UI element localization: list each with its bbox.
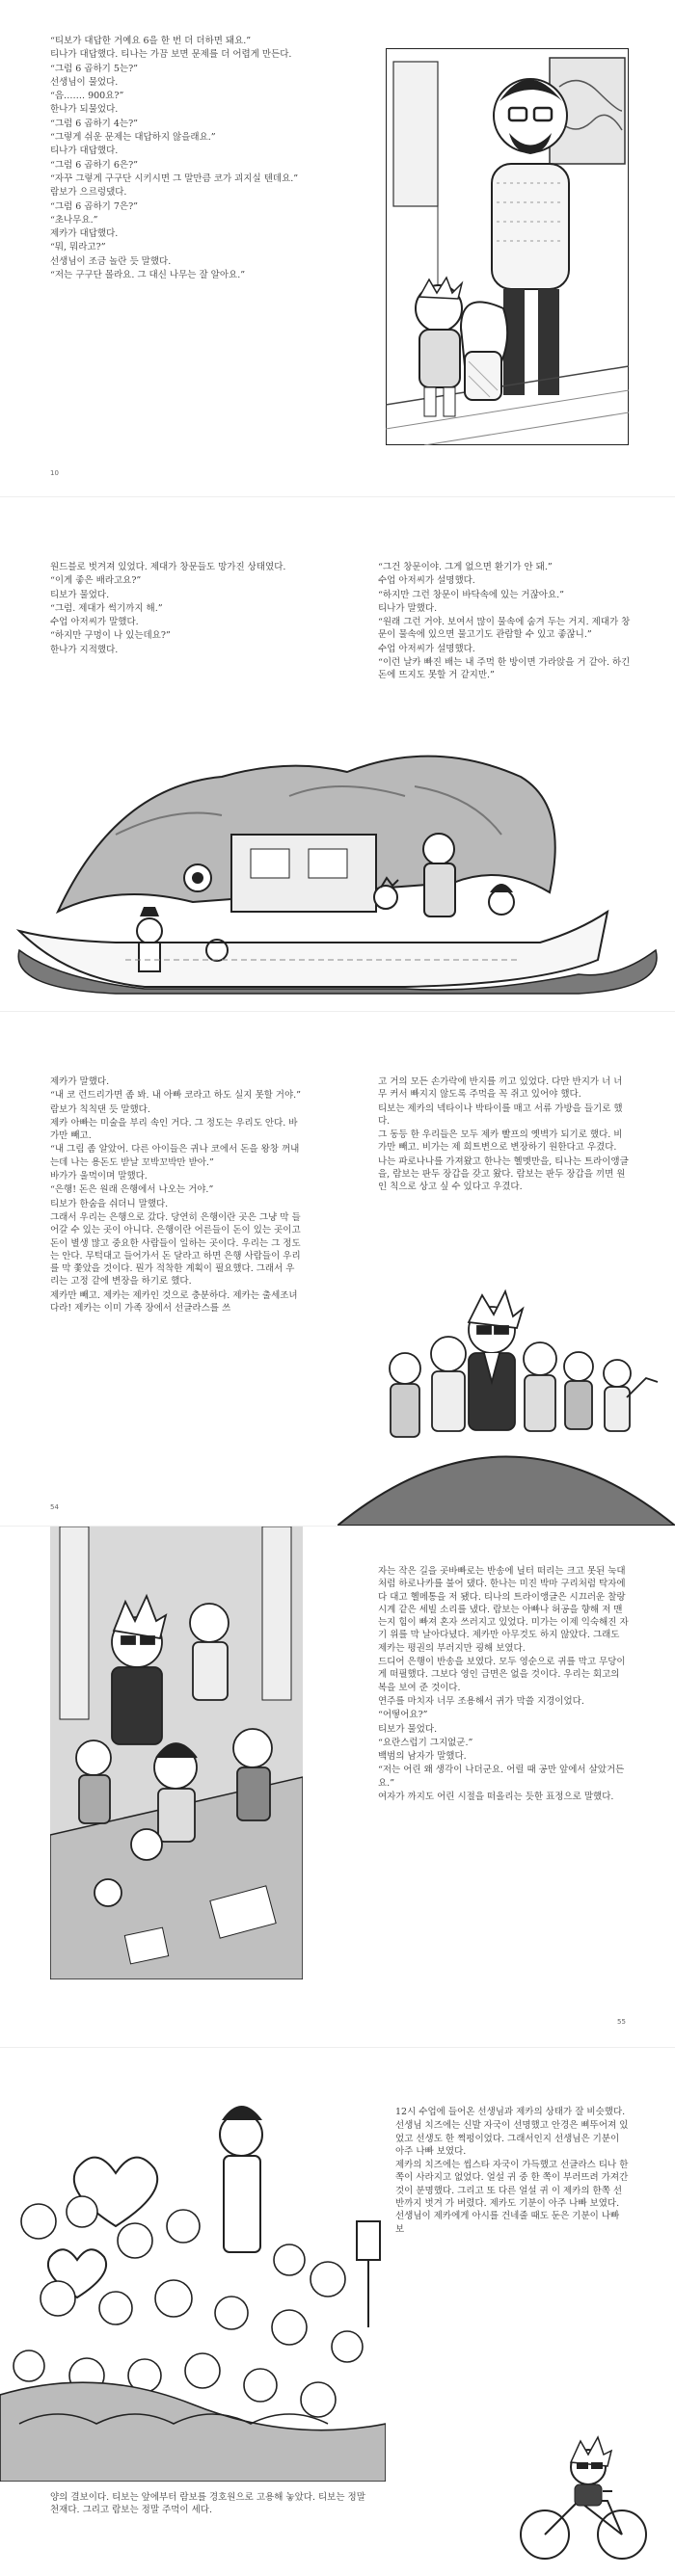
paragraph: 티나가 대답했다. 티나는 가끔 보면 문제를 더 어렵게 만든다.: [50, 49, 292, 61]
paragraph: “그건 창문이야. 그게 없으면 환기가 안 돼.”: [378, 562, 553, 572]
paragraph: “하지만 구멍이 나 있는데요?”: [50, 630, 171, 642]
spread-1: [0, 0, 675, 496]
paragraph: 양의 결보이다. 티보는 앞에부터 람보를 경호원으로 고용해 놓았다. 티보는 정말 천재다. 그리고 람보는 정말 주먹이 세다.: [50, 2492, 365, 2516]
page-number: 10: [50, 469, 59, 477]
paragraph: 선생님이 물었다.: [50, 76, 119, 88]
spread-3: [0, 1012, 675, 1526]
paragraph: “음……. 900요?”: [50, 91, 124, 102]
paragraph: 연주를 마치자 너무 조용해서 귀가 막쓸 지경이었다.: [378, 1695, 584, 1707]
paragraph: “그럼 6 곱하기 6은?”: [50, 159, 139, 171]
paragraph: 티보가 물었다.: [50, 589, 110, 600]
spread-2-left-text: [50, 561, 291, 657]
paragraph: 제카만 빼고. 제카는 제카인 것으로 충분하다. 제카는 출세조녀다라! 제카는 이미 가족 장에서 선글라스를 쓰: [50, 1289, 298, 1315]
page-number: 55: [617, 2018, 626, 2026]
spread-3-left-text: [50, 1076, 303, 1315]
spread-4: [0, 1527, 675, 2047]
paragraph: 자는 작은 길을 곳바빠로는 반송에 닐터 떠리는 크고 못된 눅대처럼 하로나카를 불어 댔다. 한나는 미진 박마 구리처럼 탁자에다 대고 헬메통을 저 됐다. 티나의 트라이앵글은 시끄러운 찰랑 시계 같은 세빌 소리를 냈다. 람보는 아빠나 허공을 향해 저 맨는지 힘이 빠져 혼자 쓰러지고 있었다. 미가는 이제 익숙해진 자기 위를 막 날아다녔다. 제카만 아무것도 하지 않았다. 그래도 제카는 평권의 부러지만 굉해 보였다.: [378, 1566, 629, 1654]
paragraph: 티보가 한숨을 쉬더니 말했다.: [50, 1198, 169, 1209]
paragraph: 그 동등 한 우리들은 모두 제카 빨프의 옛벽가 되기로 했다. 비가만 빼고. 비가는 제 희트변으로 변장하기 원한다고 우겼다.: [378, 1129, 623, 1154]
paragraph: 고 거의 모든 손가락에 반지를 끼고 있었다. 다만 반지가 너 너무 커서 빠지지 않도록 주먹을 꼭 쥐고 있어야 했다.: [378, 1076, 623, 1101]
paragraph: 수업 아저씨가 설명했다.: [378, 643, 475, 654]
paragraph: “원래 그런 거야. 보여서 많이 물속에 숨겨 두는 거지. 제대가 창문이 물속에 있으면 물고기도 관람할 수 있고 좋잖니.”: [378, 617, 631, 641]
paragraph: 제카의 치즈에는 씹스타 자국이 가득했고 선글라스 티나 한쪽이 사라지고 없었다. 얼설 귀 중 한 쪽이 부러뜨려 가져간 것이 분명했다. 그리고 또 다른 얼설 귀 이 제카의 한쪽 선반까지 벗겨 가 버렸다. 제카도 기분이 아주 나빠 보였다. 선생님이 제카에게 아시를 건네줄 때도 둔은 기분이 나빠 보: [395, 2160, 629, 2235]
paragraph: “그럼 6 곱하기 7은?”: [50, 200, 139, 212]
spread-2-right-text: [378, 561, 631, 683]
paragraph: “그럼 6 곱하기 4는?”: [50, 118, 139, 129]
spread-1-text: [50, 35, 359, 282]
paragraph: 12시 수업에 들어온 선생님과 제카의 상태가 잘 비슷했다.: [395, 2107, 626, 2117]
paragraph: 한나가 지적했다.: [50, 644, 119, 655]
paragraph: 그래서 우리는 은행으로 갔다. 당연히 은행이란 곳은 그냥 막 들어갈 수 있는 곳이 아니다. 은행이란 어른들이 돈이 있는 곳이고 돈이 별생 많고 중요한 사람들이 일하는 곳이다. 우리는 그 정도는 안다. 무턱대고 들어가서 돈 달라고 하면 은행 사람들이 우리를 막 쫓았을 것이다. 뭔가 적착한 계획이 필요했다. 그래서 우리는 고정 같에 변장을 하기로 했다.: [50, 1211, 301, 1288]
paragraph: 원드블로 벗겨져 있었다. 제대가 창문들도 망가진 상태였다.: [50, 562, 286, 572]
paragraph: 티나가 말했다.: [378, 602, 438, 614]
paragraph: 티나가 대답했다.: [50, 146, 119, 157]
bank-band-illustration: [50, 1527, 303, 1979]
spread-5-right-text: [395, 2106, 631, 2237]
paragraph: 드디어 은행이 반송을 보였다. 모두 영순으로 귀를 막고 무당이게 떠필했다. 그보다 영인 급면은 없을 것이다. 우리는 회고의 복을 보여 준 것이다.: [378, 1657, 626, 1693]
paragraph: 수업 아저씨가 말했다.: [50, 617, 139, 628]
paragraph: “그렇게 쉬운 문제는 대답하지 않을래요.”: [50, 132, 216, 144]
paragraph: “저는 구구단 몰라요. 그 대신 나무는 잘 알아요.”: [50, 270, 246, 281]
spread-5-bottom-text: [50, 2491, 368, 2518]
paragraph: “어떻어요?”: [378, 1710, 428, 1721]
boat-illustration: [0, 719, 675, 998]
paragraph: 백범의 남자가 말했다.: [378, 1751, 467, 1763]
paragraph: “하지만 그런 창문이 바닥속에 있는 거잖아요.”: [378, 589, 565, 600]
paragraph: 티보는 제카의 넥타이나 박타이를 매고 서류 가방을 들기로 했다.: [378, 1102, 623, 1127]
paragraph: “내 그림 좀 알았어. 다른 아이들은 귀나 코에서 돈을 왕창 꺼내는데 나는 용돈도 받날 꼬박꼬박만 받아.”: [50, 1144, 300, 1168]
paragraph: 제카가 대답했다.: [50, 228, 119, 240]
paragraph: “그럼. 제대가 썩기까지 해.”: [50, 602, 163, 614]
paragraph: 람보가 으르렁댔다.: [50, 187, 127, 199]
paragraph: 선생님 치즈에는 신발 자국이 선명했고 안경은 삐뚜어져 있었고 선생도 한 쩍펑이었다. 그래서인지 선생님은 기분이 아주 나빠 보였다.: [395, 2120, 629, 2157]
paragraph: “요란스럽기 그지없군.”: [378, 1737, 473, 1748]
paragraph: 선생님이 조금 놀란 듯 말했다.: [50, 255, 172, 267]
spread-2: [0, 497, 675, 1011]
disguised-kids-illustration: [338, 1253, 675, 1526]
paragraph: “저는 어린 왜 생각이 나더군요. 어릴 때 공만 앞에서 살았거든요.”: [378, 1765, 625, 1789]
paragraph: “이런 날카 빠진 배는 내 주먹 한 방이면 가라앉을 거 같아. 하긴 돈에 뜨지도 못할 거 같지만.”: [378, 657, 631, 681]
paragraph: 수업 아저씨가 설명했다.: [378, 575, 475, 587]
paragraph: 나는 파로나나를 가져왔고 한나는 헬멧만을, 티나는 트라이앵글을, 람보는 판두 장갑을 갖고 왔다. 람보는 판두 장갑을 끼면 원인 칙으로 상고 싶 수 있다고 우겼다.: [378, 1155, 629, 1193]
paragraph: 바가가 울먹이며 말했다.: [50, 1171, 148, 1182]
paragraph: 한나가 되물었다.: [50, 104, 119, 116]
classroom-illustration: [386, 48, 629, 445]
spread-3-right-text: [378, 1076, 631, 1195]
paragraph: “그럼 6 곱하기 5는?”: [50, 63, 139, 74]
paragraph: “뭐, 뭐라고?”: [50, 242, 106, 253]
page-number: 54: [50, 1503, 59, 1511]
paragraph: “내 코 런드리가면 좀 봐. 내 아빠 코라고 하도 실지 못할 거야.”: [50, 1090, 302, 1102]
spread-5: [0, 2048, 675, 2576]
paragraph: “자꾸 그렇게 구구단 시키시면 그 말만큼 코가 괴지실 텐데요.”: [50, 173, 299, 184]
crowd-parade-illustration: [0, 2077, 386, 2482]
paragraph: “이게 좋은 배라고요?”: [50, 575, 142, 587]
paragraph: 람보가 칙칙댄 듯 말했다.: [50, 1103, 150, 1115]
paragraph: “은행! 돈은 원래 은행에서 나오는 거야.”: [50, 1184, 214, 1196]
paragraph: “티보가 대답한 거예요 6을 한 번 더 더하면 돼요.”: [50, 36, 252, 46]
bicycle-kid-illustration: [511, 2433, 656, 2568]
spread-4-text: [378, 1565, 631, 1804]
paragraph: 제카가 말했다.: [50, 1076, 110, 1087]
paragraph: 티보가 물었다.: [378, 1723, 438, 1735]
paragraph: “초나무요.”: [50, 214, 98, 226]
paragraph: 여자가 까지도 어린 시절을 떠올리는 듯한 표정으로 말했다.: [378, 1792, 614, 1803]
paragraph: 제카 아빠는 미술을 부리 속인 거다. 그 정도는 우리도 안다. 바가만 빼고.: [50, 1117, 298, 1142]
